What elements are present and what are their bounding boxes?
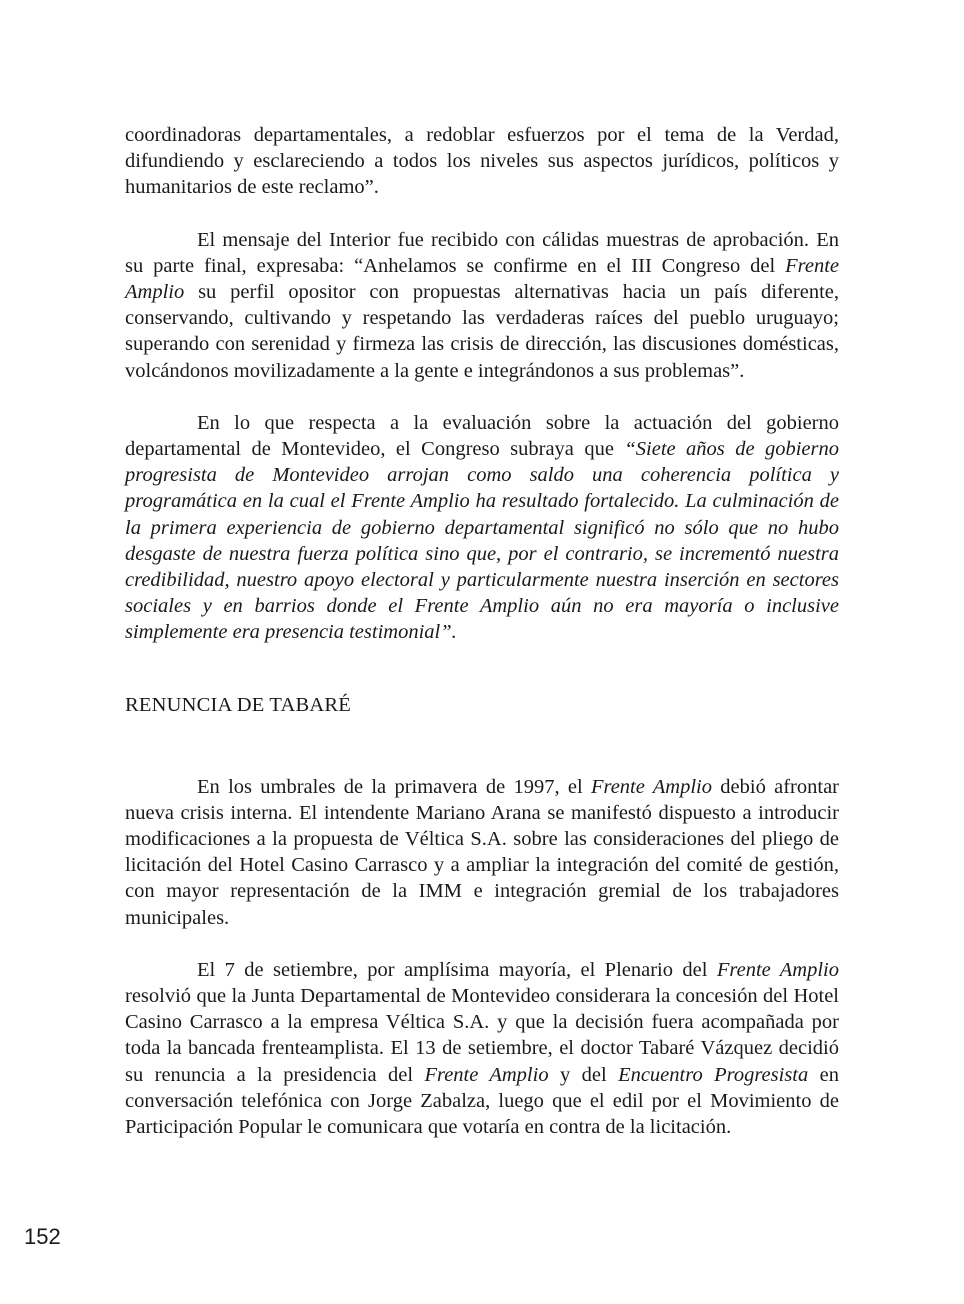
paragraph-3-text-a: En lo que respecta a la evaluación sobre la actuación del gobierno departamental de Montevideo, el Congreso subraya que <box>125 411 839 461</box>
paragraph-5-italic-d: Frente Amplio <box>424 1063 549 1086</box>
section-heading: RENUNCIA DE TABARÉ <box>125 693 351 716</box>
page-body <box>125 122 839 1140</box>
paragraph-2-text-a: El mensaje del Interior fue recibido con cálidas muestras de aprobación. En su parte final, expresaba: “Anhelamos se confirme en el III Congreso del <box>125 228 839 277</box>
paragraph-5-text-a: El 7 de setiembre, por amplísima mayoría, el Plenario del <box>197 958 717 981</box>
paragraph-2 <box>125 227 839 384</box>
paragraph-2-text-c: su perfil opositor con propuestas alternativas hacia un país diferente, conservando, cultivando y respetando las verdaderas raíces del pueblo uruguayo; superando con serenidad y firmeza las crisis de dirección, las discusiones domésticas, volcándonos movilizadamente a la gente e integrándonos a sus problemas”. <box>125 281 839 382</box>
paragraph-2-italic: Frente Amplio <box>125 254 839 304</box>
paragraph-5-italic-b: Frente Amplio <box>716 958 839 981</box>
page-number: 152 <box>24 1224 61 1249</box>
paragraph-4 <box>125 774 839 931</box>
paragraph-3-quote: “Siete años de gobierno progresista de Montevideo arrojan como saldo una coherencia política y programática en la cual el Frente Amplio ha resultado fortalecido. La culminación de la primera experiencia de gobierno departamental significó no sólo que no hubo desgaste de nuestra fuerza política sino que, por el contrario, se incrementó nuestra credibilidad, nuestro apoyo electoral y particularmente nuestra inserción en sectores sociales y en barrios donde el Frente Amplio aún no era mayoría o inclusive simplemente era presencia testimonial”. <box>125 438 839 644</box>
paragraph-5-italic-f: Encuentro Progresista <box>618 1063 809 1086</box>
paragraph-4-text-c: debió afrontar nueva crisis interna. El intendente Mariano Arana se manifestó dispuesto a introducir modificaciones a la propuesta de Véltica S.A. sobre las consideraciones del pliego de licitación del Hotel Casino Carrasco y a ampliar la integración del comité de gestión, con mayor representación de la IMM e integración gremial de los trabajadores municipales. <box>125 775 840 929</box>
paragraph-5 <box>125 957 839 1140</box>
paragraph-3 <box>125 410 839 646</box>
paragraph-4-text-a: En los umbrales de la primavera de 1997, el <box>197 775 591 798</box>
paragraph-4-italic: Frente Amplio <box>590 775 712 798</box>
paragraph-1-text: coordinadoras departamentales, a redoblar esfuerzos por el tema de la Verdad, difundiendo y esclareciendo a todos los niveles sus aspectos jurídicos, políticos y humanitarios de este reclamo”. <box>125 124 839 199</box>
paragraph-5-text-c: resolvió que la Junta Departamental de Montevideo considerara la concesión del Hotel Casino Carrasco a la empresa Véltica S.A. y que la decisión fuera acompañada por toda la bancada frenteamplista. El 13 de setiembre, el doctor Tabaré Vázquez decidió su renuncia a la presidencia del <box>125 985 839 1086</box>
paragraph-1 <box>125 122 839 201</box>
paragraph-5-text-g: en conversación telefónica con Jorge Zabalza, luego que el edil por el Movimiento de Participación Popular le comunicara que votaría en contra de la licitación. <box>125 1063 839 1139</box>
paragraph-5-text-e: y del <box>548 1063 619 1086</box>
